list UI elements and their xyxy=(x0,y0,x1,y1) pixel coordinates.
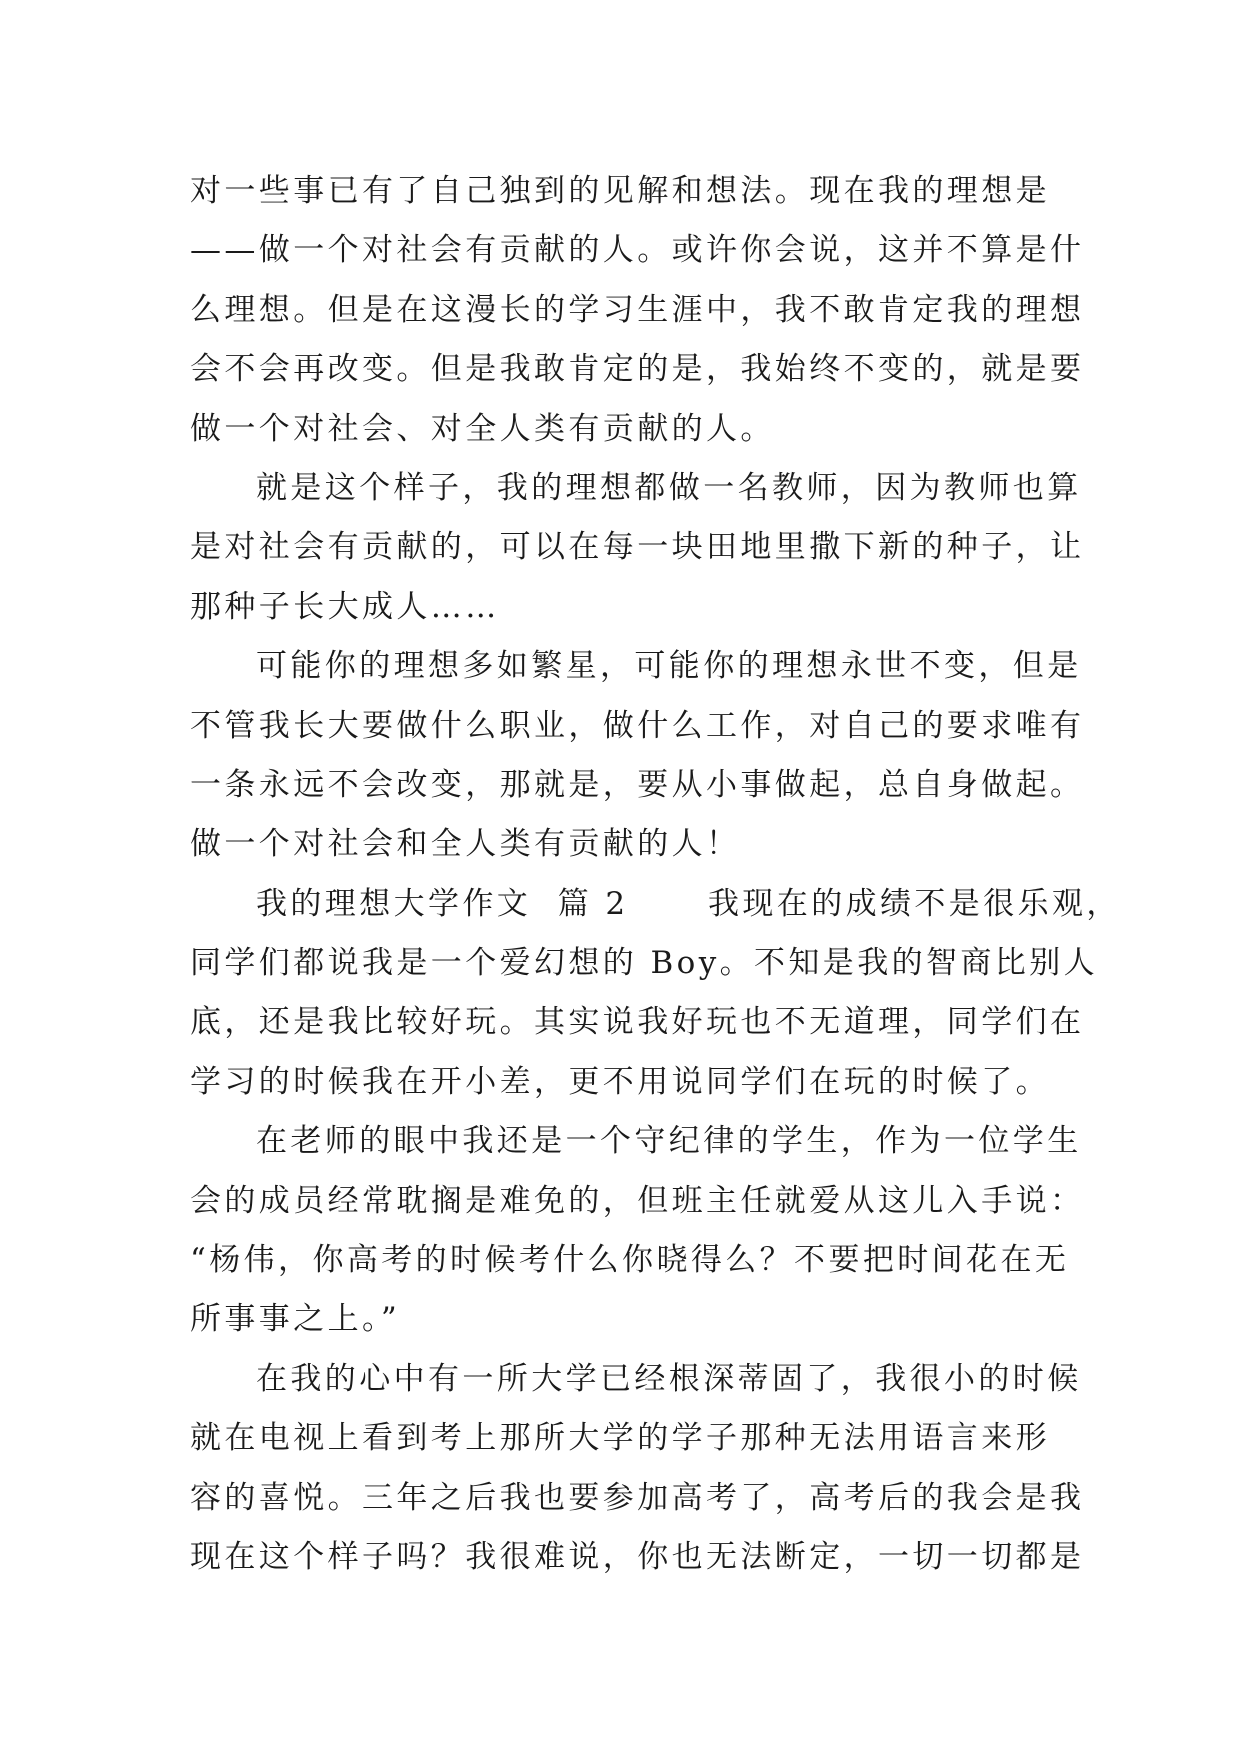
section-heading-line: 我的理想大学作文 篇 2 我现在的成绩不是很乐观， xyxy=(256,885,1121,922)
text-line: 做一个对社会、对全人类有贡献的人。 xyxy=(190,410,775,447)
text-line: 么理想。但是在这漫长的学习生涯中，我不敢肯定我的理想 xyxy=(190,291,1085,328)
text-line: 容的喜悦。三年之后我也要参加高考了，高考后的我会是我 xyxy=(190,1479,1085,1516)
text-line: 不管我长大要做什么职业，做什么工作，对自己的要求唯有 xyxy=(190,707,1085,744)
text-line: 是对社会有贡献的，可以在每一块田地里撒下新的种子，让 xyxy=(190,529,1085,566)
text-line: 现在这个样子吗？我很难说，你也无法断定，一切一切都是 xyxy=(190,1538,1085,1575)
paragraph-start-line: 在老师的眼中我还是一个守纪律的学生，作为一位学生 xyxy=(256,1123,1082,1160)
text-line: “杨伟，你高考的时候考什么你晓得么？不要把时间花在无 xyxy=(190,1242,1070,1279)
text-line: ——做一个对社会有贡献的人。或许你会说，这并不算是什 xyxy=(190,232,1085,269)
text-line: 会不会再改变。但是我敢肯定的是，我始终不变的，就是要 xyxy=(190,351,1085,388)
essay-body xyxy=(190,162,1121,1587)
paragraph-start-line: 可能你的理想多如繁星，可能你的理想永世不变，但是 xyxy=(256,648,1082,685)
text-line: 会的成员经常耽搁是难免的，但班主任就爱从这儿入手说： xyxy=(190,1182,1085,1219)
paragraph-start-line: 就是这个样子，我的理想都做一名教师，因为教师也算 xyxy=(256,469,1082,506)
text-line: 底，还是我比较好玩。其实说我好玩也不无道理，同学们在 xyxy=(190,1004,1085,1041)
text-line: 那种子长大成人…… xyxy=(190,588,500,625)
text-line: 一条永远不会改变，那就是，要从小事做起，总自身做起。 xyxy=(190,766,1085,803)
text-line: 对一些事已有了自己独到的见解和想法。现在我的理想是 xyxy=(190,173,1050,209)
text-line: 就在电视上看到考上那所大学的学子那种无法用语言来形 xyxy=(190,1420,1050,1457)
text-line: 所事事之上。” xyxy=(190,1301,401,1338)
text-line: 同学们都说我是一个爱幻想的 Boy。不知是我的智商比别人 xyxy=(190,945,1099,982)
paragraph-start-line: 在我的心中有一所大学已经根深蒂固了，我很小的时候 xyxy=(256,1360,1082,1397)
text-line: 做一个对社会和全人类有贡献的人！ xyxy=(190,826,741,863)
text-line: 学习的时候我在开小差，更不用说同学们在玩的时候了。 xyxy=(190,1063,1050,1100)
